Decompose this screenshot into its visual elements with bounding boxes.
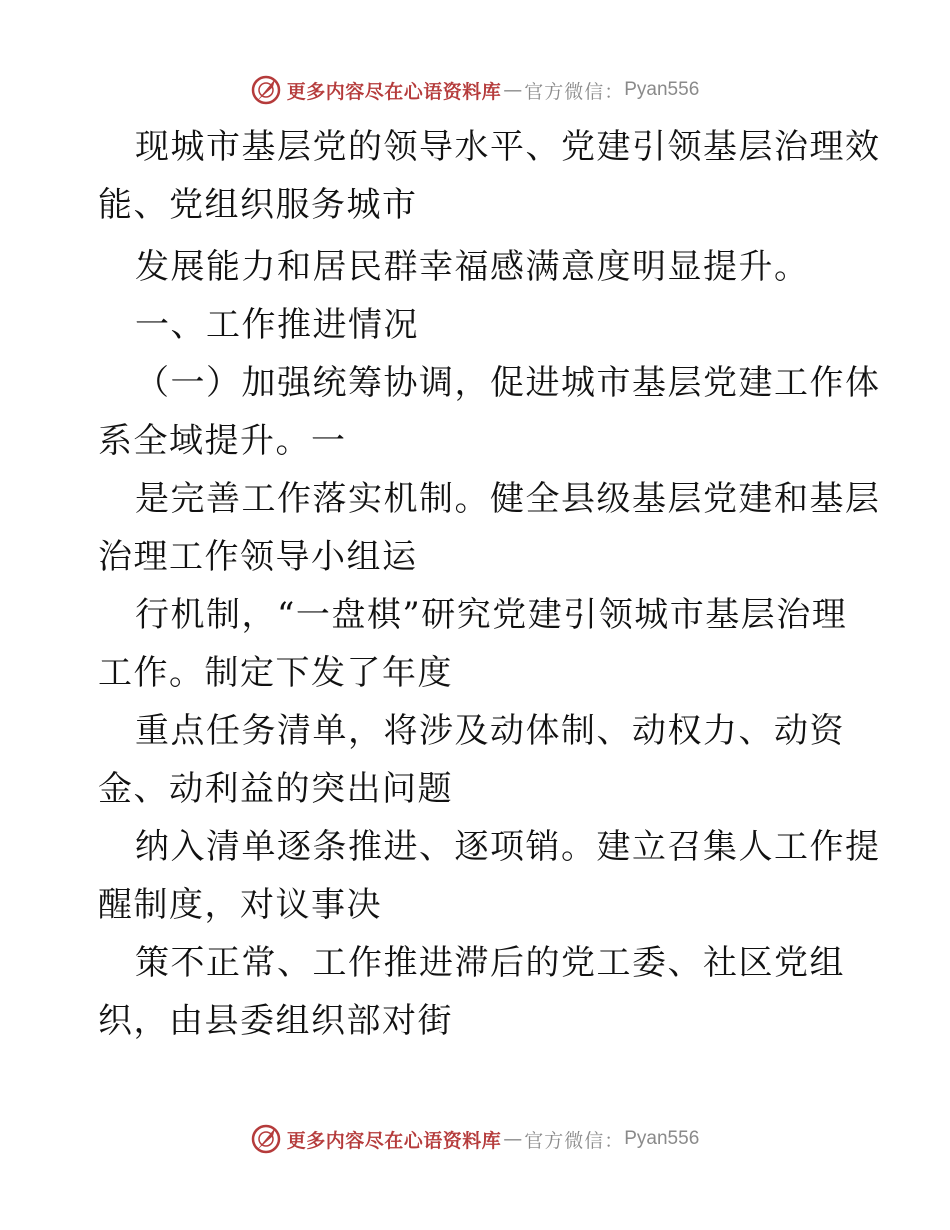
footer-wechat-id: Pyan556 [624, 1128, 700, 1149]
body-line: 金、动利益的突出问题 [98, 769, 453, 809]
body-line: 治理工作领导小组运 [98, 537, 418, 577]
header-banner [0, 70, 950, 110]
footer-wechat-label: 官方微信： [524, 1129, 625, 1152]
footer-separator: — [503, 1128, 523, 1150]
header-separator: — [503, 79, 523, 101]
footer-banner [0, 1119, 950, 1159]
body-line: 织，由县委组织部对街 [98, 1001, 453, 1041]
body-line: 醒制度，对议事决 [98, 885, 382, 925]
body-line: 纳入清单逐条推进、逐项销。建立召集人工作提 [135, 827, 881, 867]
header-wechat-id: Pyan556 [624, 79, 700, 100]
body-line: 现城市基层党的领导水平、党建引领基层治理效 [135, 127, 881, 167]
body-line: 系全域提升。一 [98, 421, 347, 461]
body-line: （一）加强统筹协调，促进城市基层党建工作体 [135, 363, 881, 403]
header-banner-text: 更多内容尽在心语资料库 [286, 80, 502, 103]
body-line: 一、工作推进情况 [135, 305, 419, 345]
body-line: 重点任务清单，将涉及动体制、动权力、动资 [135, 711, 845, 751]
header-wechat-label: 官方微信： [524, 80, 625, 103]
footer-banner-text: 更多内容尽在心语资料库 [286, 1129, 502, 1152]
body-line: 策不正常、工作推进滞后的党工委、社区党组 [135, 943, 845, 983]
body-line: 是完善工作落实机制。健全县级基层党建和基层 [135, 479, 881, 519]
body-line: 行机制，“一盘棋”研究党建引领城市基层治理 [135, 595, 848, 635]
body-line: 工作。制定下发了年度 [98, 653, 453, 693]
body-line: 能、党组织服务城市 [98, 185, 418, 225]
quill-logo-icon [251, 75, 281, 105]
body-line: 发展能力和居民群幸福感满意度明显提升。 [135, 247, 810, 287]
quill-logo-icon [251, 1124, 281, 1154]
